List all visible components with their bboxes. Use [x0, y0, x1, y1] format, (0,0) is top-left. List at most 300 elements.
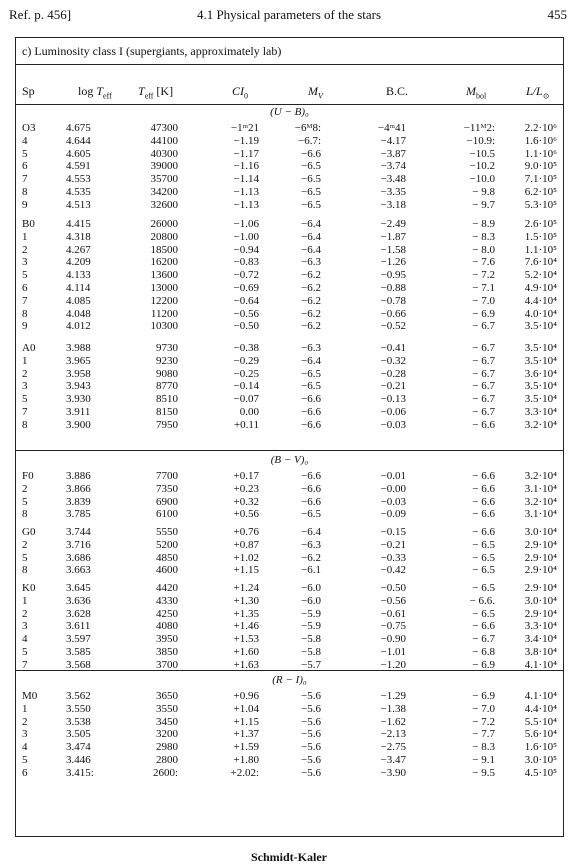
- table-row: [16, 646, 563, 659]
- bol-mag-cell: − 6.6: [472, 526, 495, 538]
- log-teff-cell: 4.644: [66, 134, 91, 147]
- spectral-type-cell: 3: [22, 256, 28, 269]
- spectral-type-cell: 3: [22, 728, 28, 741]
- table-row: [16, 633, 563, 646]
- table-row: [16, 703, 563, 716]
- luminosity-cell: 7.1·10⁵: [524, 173, 557, 186]
- bol-mag-cell: − 8.0: [472, 243, 495, 256]
- log-teff-cell: 3.628: [66, 607, 91, 620]
- log-teff-cell: 4.048: [66, 307, 91, 320]
- footer-author: Schmidt-Kaler: [251, 850, 327, 864]
- log-teff-cell: 3.785: [66, 508, 91, 521]
- color-index-cell: +1.02: [233, 551, 259, 564]
- table-row: [16, 282, 563, 295]
- abs-mag-v-cell: −6.4: [301, 218, 321, 230]
- color-index-cell: +1.24: [233, 582, 259, 594]
- row-group: [16, 526, 563, 577]
- teff-cell: 4080: [156, 620, 178, 633]
- bolometric-correction-cell: −0.90: [380, 633, 406, 646]
- abs-mag-v-cell: −5.9: [301, 620, 321, 633]
- color-index-cell: +1.80: [233, 753, 259, 766]
- log-teff-cell: 4.114: [66, 281, 91, 294]
- bolometric-correction-cell: −3.35: [380, 185, 406, 198]
- spectral-type-cell: 8: [22, 508, 28, 521]
- bol-mag-cell: − 6.7: [472, 367, 495, 380]
- luminosity-cell: 5.5·10⁴: [524, 715, 557, 728]
- color-index-cell: −1.00: [233, 230, 259, 243]
- color-index-cell: +1.60: [233, 645, 259, 658]
- teff-cell: 5550: [156, 526, 178, 538]
- row-group: [16, 218, 563, 333]
- color-index-cell: −0.38: [233, 342, 259, 354]
- teff-cell: 3850: [156, 645, 178, 658]
- luminosity-cell: 4.1·10⁴: [524, 658, 557, 671]
- teff-cell: 4330: [156, 594, 178, 607]
- teff-cell: 34200: [150, 185, 178, 198]
- row-group: [16, 690, 563, 780]
- section-divider: [16, 670, 563, 671]
- column-header-luminosity: $L/L_⊙$: [526, 84, 550, 101]
- luminosity-cell: 4.4·10⁴: [524, 702, 557, 715]
- table-row: [16, 122, 563, 135]
- color-index-cell: +0.76: [233, 526, 259, 538]
- bolometric-correction-cell: −3.18: [380, 198, 406, 211]
- teff-cell: 5200: [156, 538, 178, 551]
- color-index-cell: +0.17: [233, 470, 259, 482]
- bolometric-correction-cell: −4ᵐ41: [377, 122, 406, 134]
- log-teff-cell: 3.550: [66, 702, 91, 715]
- log-teff-cell: 3.415:: [66, 766, 94, 779]
- teff-cell: 9730: [156, 342, 178, 354]
- color-index-cell: +0.87: [233, 538, 259, 551]
- bol-mag-cell: − 6.5: [472, 538, 495, 551]
- abs-mag-v-cell: −6.6: [301, 405, 321, 418]
- bolometric-correction-cell: −1.58: [380, 243, 406, 256]
- luminosity-cell: 1.5·10⁵: [524, 230, 557, 243]
- table-row: [16, 218, 563, 231]
- bolometric-correction-cell: −2.75: [380, 741, 406, 754]
- bol-mag-cell: − 6.6: [472, 508, 495, 521]
- teff-cell: 8510: [156, 393, 178, 406]
- color-index-cell: −1.13: [233, 185, 259, 198]
- spectral-type-cell: 3: [22, 620, 28, 633]
- spectral-type-cell: 9: [22, 198, 28, 211]
- bol-mag-cell: − 6.7: [472, 320, 495, 333]
- luminosity-cell: 3.8·10⁴: [524, 645, 557, 658]
- abs-mag-v-cell: −6.4: [301, 354, 321, 367]
- log-teff-cell: 3.585: [66, 645, 91, 658]
- bol-mag-cell: − 6.7: [472, 405, 495, 418]
- table-row: [16, 595, 563, 608]
- bolometric-correction-cell: −3.47: [380, 753, 406, 766]
- color-index-cell: +1.37: [233, 728, 259, 741]
- bol-mag-cell: − 7.2: [472, 715, 495, 728]
- table-row: [16, 160, 563, 173]
- spectral-type-cell: 5: [22, 147, 28, 160]
- bolometric-correction-cell: −1.01: [380, 645, 406, 658]
- teff-cell: 3550: [156, 702, 178, 715]
- color-index-cell: +0.11: [233, 418, 259, 431]
- abs-mag-v-cell: −6.5: [301, 367, 321, 380]
- log-teff-cell: 3.636: [66, 594, 91, 607]
- teff-cell: 2980: [156, 741, 178, 754]
- bolometric-correction-cell: −0.42: [380, 564, 406, 577]
- teff-cell: 6900: [156, 495, 178, 508]
- table-row: [16, 406, 563, 419]
- bol-mag-cell: − 6.9: [472, 307, 495, 320]
- log-teff-cell: 3.474: [66, 741, 91, 754]
- table-row: [16, 355, 563, 368]
- bol-mag-cell: − 9.8: [472, 185, 495, 198]
- bolometric-correction-cell: −3.48: [380, 173, 406, 186]
- table-frame: [15, 37, 564, 837]
- spectral-type-cell: 6: [22, 281, 28, 294]
- teff-cell: 16200: [150, 256, 178, 269]
- spectral-type-cell: B0: [22, 218, 35, 230]
- luminosity-cell: 3.0·10⁵: [524, 753, 557, 766]
- row-group: [16, 122, 563, 212]
- row-group: [16, 582, 563, 672]
- table-row: [16, 199, 563, 212]
- bol-mag-cell: − 7.0: [472, 294, 495, 307]
- log-teff-cell: 3.943: [66, 380, 91, 393]
- abs-mag-v-cell: −6.2: [301, 281, 321, 294]
- teff-cell: 6100: [156, 508, 178, 521]
- teff-cell: 2600:: [152, 766, 178, 779]
- bolometric-correction-cell: −0.13: [380, 393, 406, 406]
- bolometric-correction-cell: −3.87: [380, 147, 406, 160]
- color-index-cell: −0.64: [233, 294, 259, 307]
- bol-mag-cell: − 6.5: [472, 582, 495, 594]
- bolometric-correction-cell: −0.06: [380, 405, 406, 418]
- luminosity-cell: 3.2·10⁴: [524, 418, 557, 431]
- bolometric-correction-cell: −0.56: [380, 594, 406, 607]
- table-row: [16, 148, 563, 161]
- row-group: [16, 342, 563, 432]
- color-index-cell: −0.50: [233, 320, 259, 333]
- header-divider: [16, 104, 563, 105]
- column-header-bc: B.C.: [386, 84, 409, 98]
- table-row: [16, 564, 563, 577]
- luminosity-cell: 9.0·10⁵: [524, 160, 557, 173]
- bolometric-correction-cell: −0.52: [380, 320, 406, 333]
- spectral-type-cell: 6: [22, 766, 28, 779]
- teff-cell: 4250: [156, 607, 178, 620]
- luminosity-cell: 2.2·10⁶: [524, 122, 557, 134]
- bol-mag-cell: − 9.7: [472, 198, 495, 211]
- bol-mag-cell: − 9.1: [472, 753, 495, 766]
- bol-mag-cell: − 6.7: [472, 380, 495, 393]
- log-teff-cell: 4.415: [66, 218, 91, 230]
- bol-mag-cell: − 7.7: [472, 728, 495, 741]
- bol-mag-cell: − 6.5: [472, 607, 495, 620]
- section-divider: [16, 450, 563, 451]
- spectral-type-cell: K0: [22, 582, 36, 594]
- log-teff-cell: 4.012: [66, 320, 91, 333]
- abs-mag-v-cell: −6.5: [301, 160, 321, 173]
- bolometric-correction-cell: −1.20: [380, 658, 406, 671]
- color-index-cell: −0.29: [233, 354, 259, 367]
- teff-cell: 3650: [156, 690, 178, 702]
- log-teff-cell: 3.930: [66, 393, 91, 406]
- teff-cell: 4850: [156, 551, 178, 564]
- teff-cell: 10300: [150, 320, 178, 333]
- abs-mag-v-cell: −6.5: [301, 380, 321, 393]
- table-row: [16, 508, 563, 521]
- bol-mag-cell: − 7.2: [472, 269, 495, 282]
- bolometric-correction-cell: −0.66: [380, 307, 406, 320]
- log-teff-cell: 4.591: [66, 160, 91, 173]
- spectral-type-cell: 5: [22, 393, 28, 406]
- color-index-cell: +2.02:: [230, 766, 259, 779]
- bolometric-correction-cell: −0.28: [380, 367, 406, 380]
- luminosity-cell: 3.5·10⁴: [524, 320, 557, 333]
- bolometric-correction-cell: −1.29: [380, 690, 406, 702]
- teff-cell: 11200: [150, 307, 178, 320]
- table-row: [16, 741, 563, 754]
- table-row: [16, 342, 563, 355]
- teff-cell: 40300: [150, 147, 178, 160]
- abs-mag-v-cell: −6.0: [301, 582, 321, 594]
- bol-mag-cell: − 8.9: [472, 218, 495, 230]
- spectral-type-cell: 7: [22, 658, 28, 671]
- bol-mag-cell: − 6.5: [472, 551, 495, 564]
- teff-cell: 26000: [150, 218, 178, 230]
- log-teff-cell: 3.686: [66, 551, 91, 564]
- bol-mag-cell: − 6.5: [472, 564, 495, 577]
- teff-cell: 3200: [156, 728, 178, 741]
- abs-mag-v-cell: −6ᴹ8:: [294, 122, 321, 134]
- table-row: [16, 716, 563, 729]
- bol-mag-cell: − 8.3: [472, 230, 495, 243]
- bol-mag-cell: − 6.6.: [469, 594, 495, 607]
- color-index-cell: −1.17: [233, 147, 259, 160]
- luminosity-cell: 3.4·10⁴: [524, 633, 557, 646]
- spectral-type-cell: 7: [22, 294, 28, 307]
- spectral-type-cell: F0: [22, 470, 34, 482]
- luminosity-cell: 2.9·10⁴: [524, 551, 557, 564]
- abs-mag-v-cell: −6.0: [301, 594, 321, 607]
- table-row: [16, 754, 563, 767]
- log-teff-cell: 3.611: [66, 620, 91, 633]
- table-caption: c) Luminosity class I (supergiants, approximately lab): [22, 44, 282, 58]
- abs-mag-v-cell: −6.2: [301, 551, 321, 564]
- bolometric-correction-cell: −0.00: [380, 482, 406, 495]
- log-teff-cell: 4.318: [66, 230, 91, 243]
- spectral-type-cell: 8: [22, 564, 28, 577]
- color-index-cell: −0.69: [233, 281, 259, 294]
- log-teff-cell: 3.568: [66, 658, 91, 671]
- teff-cell: 4420: [156, 582, 178, 594]
- bol-mag-cell: −10.0: [469, 173, 495, 186]
- spectral-type-cell: 1: [22, 354, 28, 367]
- luminosity-cell: 3.5·10⁴: [524, 393, 557, 406]
- log-teff-cell: 4.553: [66, 173, 91, 186]
- bolometric-correction-cell: −1.26: [380, 256, 406, 269]
- bol-mag-cell: − 6.6: [472, 620, 495, 633]
- abs-mag-v-cell: −6.6: [301, 495, 321, 508]
- luminosity-cell: 3.3·10⁴: [524, 405, 557, 418]
- luminosity-cell: 2.9·10⁴: [524, 564, 557, 577]
- abs-mag-v-cell: −5.6: [301, 766, 321, 779]
- luminosity-cell: 5.6·10⁴: [524, 728, 557, 741]
- section-label: (B − V)₀: [270, 454, 309, 466]
- bol-mag-cell: − 6.7: [472, 342, 495, 354]
- luminosity-cell: 1.6·10⁶: [524, 134, 557, 147]
- abs-mag-v-cell: −5.8: [301, 645, 321, 658]
- log-teff-cell: 4.085: [66, 294, 91, 307]
- bolometric-correction-cell: −0.21: [380, 538, 406, 551]
- color-index-cell: +0.96: [233, 690, 259, 702]
- table-row: [16, 295, 563, 308]
- abs-mag-v-cell: −6.2: [301, 320, 321, 333]
- luminosity-cell: 2.9·10⁴: [524, 582, 557, 594]
- bolometric-correction-cell: −1.62: [380, 715, 406, 728]
- spectral-type-cell: 2: [22, 367, 28, 380]
- luminosity-cell: 2.9·10⁴: [524, 607, 557, 620]
- teff-cell: 20800: [150, 230, 178, 243]
- table-row: [16, 526, 563, 539]
- bolometric-correction-cell: −2.49: [380, 218, 406, 230]
- table-row: [16, 608, 563, 621]
- luminosity-cell: 1.6·10⁵: [524, 741, 557, 754]
- log-teff-cell: 3.886: [66, 470, 91, 482]
- bolometric-correction-cell: −0.41: [380, 342, 406, 354]
- log-teff-cell: 4.675: [66, 122, 91, 134]
- bolometric-correction-cell: −1.87: [380, 230, 406, 243]
- luminosity-cell: 3.0·10⁴: [524, 526, 557, 538]
- spectral-type-cell: 7: [22, 405, 28, 418]
- bol-mag-cell: − 7.6: [472, 256, 495, 269]
- bolometric-correction-cell: −0.61: [380, 607, 406, 620]
- luminosity-cell: 2.6·10⁵: [524, 218, 557, 230]
- abs-mag-v-cell: −6.3: [301, 256, 321, 269]
- color-index-cell: −0.56: [233, 307, 259, 320]
- spectral-type-cell: 5: [22, 551, 28, 564]
- table-row: [16, 320, 563, 333]
- spectral-type-cell: 5: [22, 645, 28, 658]
- bol-mag-cell: − 6.9: [472, 658, 495, 671]
- color-index-cell: −1.14: [233, 173, 259, 186]
- log-teff-cell: 4.535: [66, 185, 91, 198]
- bol-mag-cell: −10.2: [469, 160, 495, 173]
- bolometric-correction-cell: −0.09: [380, 508, 406, 521]
- color-index-cell: −0.72: [233, 269, 259, 282]
- abs-mag-v-cell: −5.6: [301, 753, 321, 766]
- spectral-type-cell: 5: [22, 495, 28, 508]
- abs-mag-v-cell: −6.6: [301, 418, 321, 431]
- luminosity-cell: 3.5·10⁴: [524, 342, 557, 354]
- abs-mag-v-cell: −5.6: [301, 728, 321, 741]
- color-index-cell: −0.94: [233, 243, 259, 256]
- log-teff-cell: 3.900: [66, 418, 91, 431]
- bol-mag-cell: −10.9:: [466, 134, 495, 147]
- abs-mag-v-cell: −6.5: [301, 173, 321, 186]
- bolometric-correction-cell: −0.33: [380, 551, 406, 564]
- table-row: [16, 419, 563, 432]
- log-teff-cell: 3.562: [66, 690, 91, 702]
- bolometric-correction-cell: −0.88: [380, 281, 406, 294]
- table-row: [16, 231, 563, 244]
- column-header-teff: $T_{eff}$ [K]: [138, 84, 174, 101]
- luminosity-cell: 4.4·10⁴: [524, 294, 557, 307]
- color-index-cell: +0.23: [233, 482, 259, 495]
- teff-cell: 39000: [150, 160, 178, 173]
- teff-cell: 12200: [150, 294, 178, 307]
- table-row: [16, 767, 563, 780]
- bolometric-correction-cell: −0.03: [380, 495, 406, 508]
- spectral-type-cell: A0: [22, 342, 36, 354]
- spectral-type-cell: 2: [22, 715, 28, 728]
- color-index-cell: −1ᵐ21: [230, 122, 259, 134]
- spectral-type-cell: 8: [22, 185, 28, 198]
- bol-mag-cell: − 6.7: [472, 354, 495, 367]
- abs-mag-v-cell: −5.7: [301, 658, 321, 671]
- abs-mag-v-cell: −6.3: [301, 538, 321, 551]
- spectral-type-cell: 9: [22, 320, 28, 333]
- table-row: [16, 728, 563, 741]
- abs-mag-v-cell: −6.6: [301, 147, 321, 160]
- log-teff-cell: 3.446: [66, 753, 91, 766]
- spectral-type-cell: 5: [22, 753, 28, 766]
- log-teff-cell: 3.988: [66, 342, 91, 354]
- teff-cell: 8150: [156, 405, 178, 418]
- color-index-cell: −0.07: [233, 393, 259, 406]
- color-index-cell: +1.30: [233, 594, 259, 607]
- luminosity-cell: 4.5·10⁵: [524, 766, 557, 779]
- luminosity-cell: 4.1·10⁴: [524, 690, 557, 702]
- bolometric-correction-cell: −0.32: [380, 354, 406, 367]
- abs-mag-v-cell: −5.6: [301, 702, 321, 715]
- bolometric-correction-cell: −0.75: [380, 620, 406, 633]
- bolometric-correction-cell: −1.38: [380, 702, 406, 715]
- spectral-type-cell: 4: [22, 633, 28, 646]
- table-row: [16, 380, 563, 393]
- abs-mag-v-cell: −6.2: [301, 269, 321, 282]
- spectral-type-cell: 4: [22, 741, 28, 754]
- table-row: [16, 308, 563, 321]
- color-index-cell: −0.14: [233, 380, 259, 393]
- bol-mag-cell: − 6.6: [472, 418, 495, 431]
- log-teff-cell: 3.965: [66, 354, 91, 367]
- log-teff-cell: 4.605: [66, 147, 91, 160]
- header-section-title: 4.1 Physical parameters of the stars: [196, 7, 382, 22]
- table-row: [16, 269, 563, 282]
- color-index-cell: +1.04: [233, 702, 259, 715]
- table-row: [16, 552, 563, 565]
- bolometric-correction-cell: −0.78: [380, 294, 406, 307]
- abs-mag-v-cell: −6.6: [301, 393, 321, 406]
- luminosity-cell: 6.2·10⁵: [524, 185, 557, 198]
- table-row: [16, 393, 563, 406]
- color-index-cell: −0.83: [233, 256, 259, 269]
- teff-cell: 7350: [156, 482, 178, 495]
- caption-divider: [16, 64, 563, 65]
- color-index-cell: +1.15: [233, 715, 259, 728]
- column-header-sp: Sp: [22, 84, 35, 98]
- bolometric-correction-cell: −3.74: [380, 160, 406, 173]
- column-header-mv: $M_V$: [308, 84, 323, 101]
- log-teff-cell: 4.513: [66, 198, 91, 211]
- abs-mag-v-cell: −6.2: [301, 307, 321, 320]
- spectral-type-cell: 5: [22, 269, 28, 282]
- bolometric-correction-cell: −4.17: [380, 134, 406, 147]
- table-row: [16, 244, 563, 257]
- spectral-type-cell: 6: [22, 160, 28, 173]
- spectral-type-cell: O3: [22, 122, 36, 134]
- table-row: [16, 582, 563, 595]
- teff-cell: 13000: [150, 281, 178, 294]
